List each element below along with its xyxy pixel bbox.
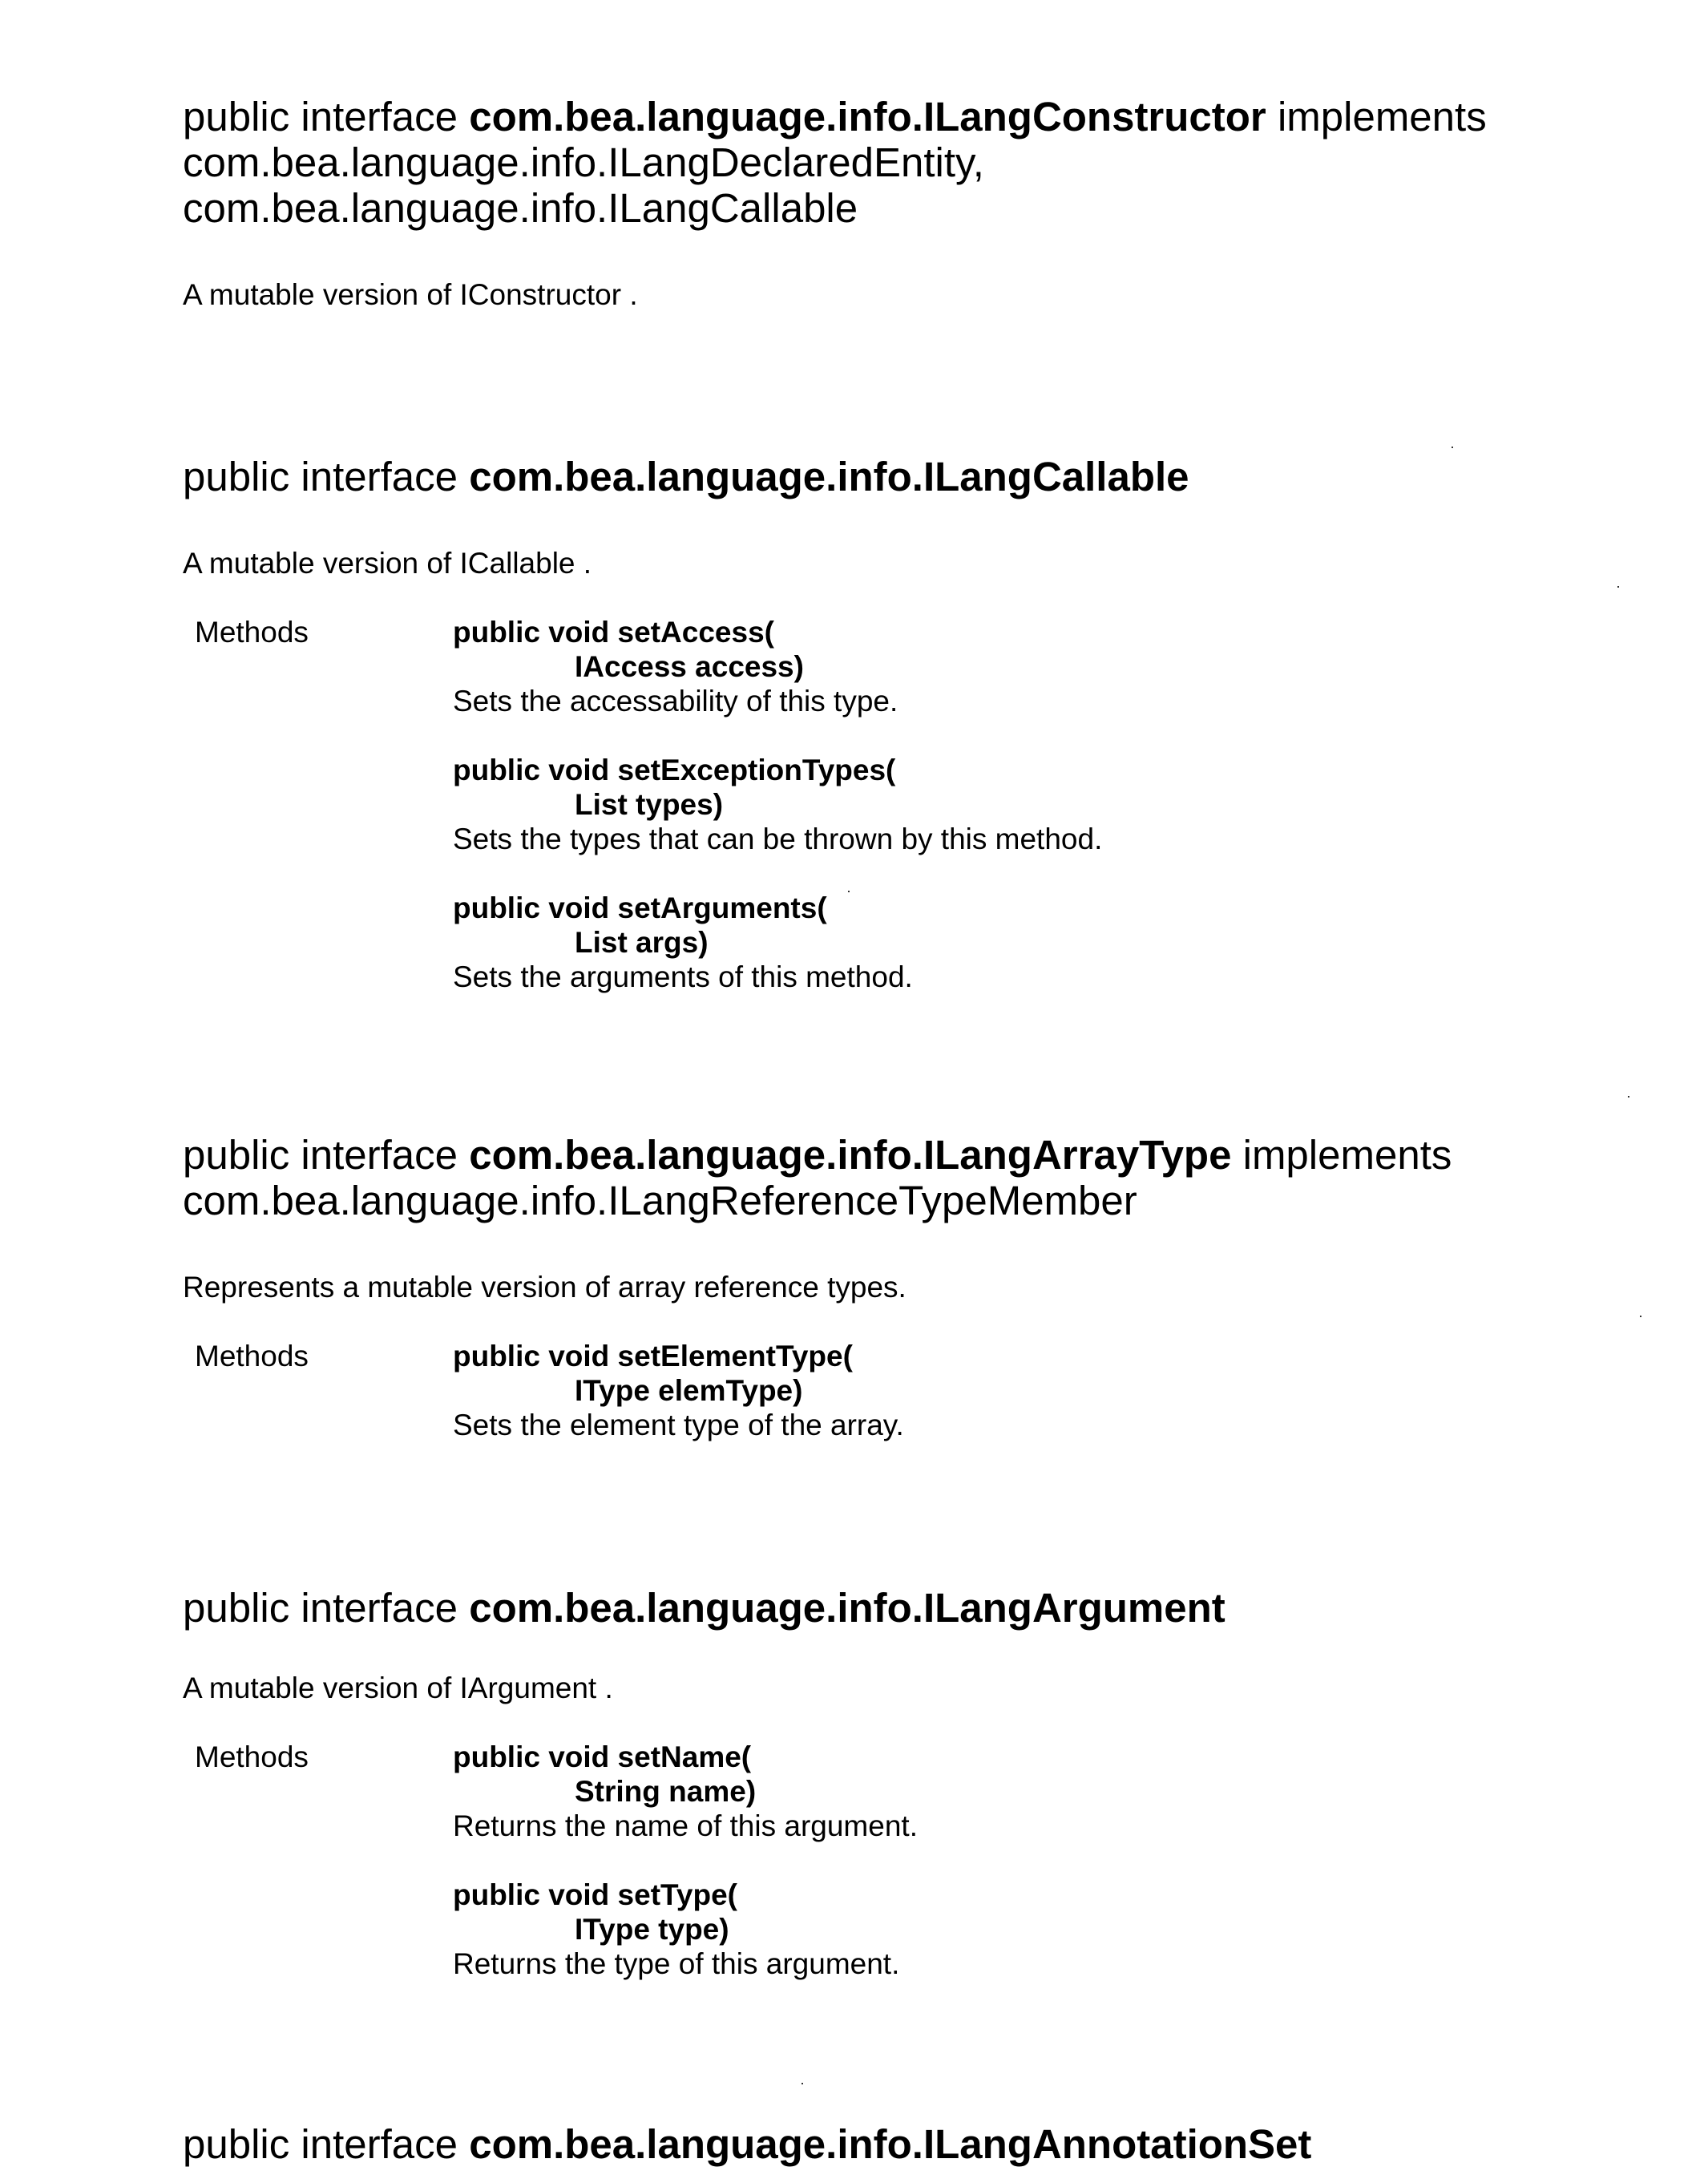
interface-name: com.bea.language.info.ILangConstructor [469, 94, 1266, 139]
method-parameter: IType elemType) [575, 1374, 803, 1407]
heading-prefix: public interface [183, 94, 470, 139]
interface-section-ilangconstructor [183, 94, 1674, 312]
interface-heading [183, 1585, 1674, 1631]
heading-line [183, 1585, 1674, 1631]
heading-line [183, 94, 1674, 139]
method-description: Sets the arguments of this method. [453, 960, 913, 993]
method-description: Sets the types that can be thrown by this method. [453, 823, 1103, 855]
method-entry-setarguments [453, 891, 1674, 994]
scan-speck [1628, 1096, 1629, 1098]
interface-description: A mutable version of IArgument . [183, 1672, 613, 1704]
methods-table [183, 615, 1674, 994]
interface-section-ilangcallable [183, 454, 1674, 994]
method-signature: public void setAccess( [453, 616, 774, 649]
interface-heading [183, 1132, 1674, 1223]
scan-speck [802, 2083, 803, 2084]
method-entry-settype [453, 1878, 1674, 1981]
heading-line [183, 454, 1674, 499]
implemented-interface: com.bea.language.info.ILangDeclaredEntity, [183, 139, 984, 185]
method-description: Sets the element type of the array. [453, 1409, 904, 1441]
method-entry-setexceptiontypes [453, 753, 1674, 856]
interface-section-ilangargument [183, 1585, 1674, 1981]
methods-label: Methods [195, 1740, 309, 1773]
interface-name: com.bea.language.info.ILangAnnotationSet [469, 2121, 1312, 2167]
interface-heading [183, 2121, 1674, 2167]
scan-speck [848, 891, 850, 892]
heading-prefix: public interface [183, 2121, 470, 2167]
implemented-interface: com.bea.language.info.ILangReferenceTypeMember [183, 1178, 1137, 1223]
methods-table [183, 1339, 1674, 1442]
interface-description: A mutable version of IConstructor . [183, 278, 638, 311]
method-entry-setname [453, 1740, 1674, 1843]
method-signature: public void setElementType( [453, 1340, 853, 1372]
methods-list [453, 615, 1674, 994]
methods-label: Methods [195, 1340, 309, 1372]
interface-name: com.bea.language.info.ILangArgument [469, 1585, 1225, 1631]
method-signature: public void setName( [453, 1740, 752, 1773]
heading-line [183, 1132, 1674, 1178]
interface-section-ilangannotationset [183, 2121, 1674, 2167]
implemented-interface: com.bea.language.info.ILangCallable [183, 185, 858, 231]
method-parameter: List args) [575, 926, 709, 959]
method-signature: public void setArguments( [453, 891, 827, 924]
method-signature: public void setExceptionTypes( [453, 754, 896, 786]
heading-prefix: public interface [183, 454, 470, 499]
method-parameter: String name) [575, 1775, 757, 1808]
interface-name: com.bea.language.info.ILangCallable [469, 454, 1189, 499]
methods-list [453, 1740, 1674, 1981]
methods-table [183, 1740, 1674, 1981]
heading-suffix: implements [1231, 1132, 1452, 1178]
heading-line [183, 2121, 1674, 2167]
heading-prefix: public interface [183, 1585, 470, 1631]
scan-speck [1617, 586, 1619, 588]
interface-description: Represents a mutable version of array reference types. [183, 1271, 906, 1304]
method-parameter: IType type) [575, 1913, 729, 1946]
interface-name: com.bea.language.info.ILangArrayType [469, 1132, 1232, 1178]
heading-prefix: public interface [183, 1132, 470, 1178]
interface-description: A mutable version of ICallable . [183, 547, 592, 580]
methods-label: Methods [195, 616, 309, 649]
scan-speck [1640, 1316, 1641, 1317]
methods-list [453, 1339, 1674, 1442]
interface-heading [183, 454, 1674, 499]
interface-heading [183, 94, 1674, 231]
method-description: Returns the type of this argument. [453, 1947, 900, 1980]
interface-section-ilangarraytype [183, 1132, 1674, 1442]
method-signature: public void setType( [453, 1878, 737, 1911]
method-parameter: List types) [575, 788, 724, 821]
method-description: Returns the name of this argument. [453, 1809, 918, 1842]
method-entry-setelementtype [453, 1339, 1674, 1442]
scan-speck [1452, 447, 1453, 448]
method-description: Sets the accessability of this type. [453, 685, 898, 718]
method-parameter: IAccess access) [575, 650, 804, 683]
method-entry-setaccess [453, 615, 1674, 718]
heading-suffix: implements [1266, 94, 1487, 139]
